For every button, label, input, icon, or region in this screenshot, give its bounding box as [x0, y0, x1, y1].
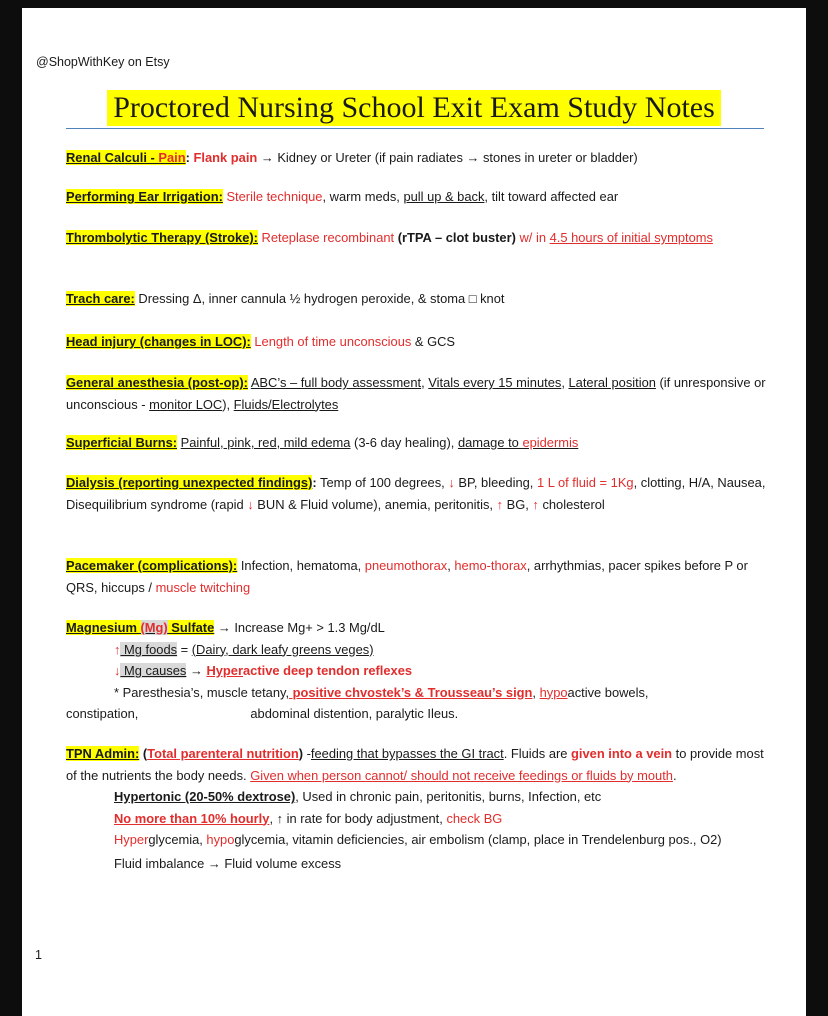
heading-anesthesia: General anesthesia (post-op):: [66, 375, 248, 390]
arrow-down-icon: ↓: [448, 475, 455, 490]
dialysis-text: Temp of 100 degrees,: [316, 475, 449, 490]
arrow-up-icon: ↑: [114, 641, 121, 657]
arrow-right-icon: →: [186, 663, 207, 678]
page-number: 1: [35, 948, 42, 962]
chvostek-sign: positive chvostek’s & Trousseau’s sign: [289, 684, 533, 700]
abdominal-distention: abdominal distention, paralytic Ileus.: [250, 706, 459, 721]
trach-text: Dressing Δ, inner cannula ½ hydrogen peroxide, & stoma □ knot: [138, 291, 505, 306]
sterile-technique: Sterile technique: [226, 189, 323, 204]
fluids-electrolytes: Fluids/Electrolytes: [233, 396, 339, 412]
tpn-imbalance: Fluid imbalance → Fluid volume excess: [114, 855, 342, 871]
heading-ear: Performing Ear Irrigation:: [66, 189, 223, 204]
comma: ,: [421, 375, 429, 390]
hypo-prefix: hypo: [206, 832, 235, 847]
section-burns: [66, 432, 766, 454]
no-more-than: No more than 10% hourly: [114, 810, 270, 826]
length-unconscious: Length of time unconscious: [254, 334, 412, 349]
section-pacemaker: [66, 555, 766, 598]
comma: ,: [532, 684, 540, 700]
section-renal: [66, 147, 766, 169]
comma: ,: [269, 810, 277, 826]
period: .: [672, 767, 677, 783]
tpn-hypertonic: [66, 786, 766, 808]
hemothorax: hemo-thorax: [454, 558, 527, 573]
muscle-twitching: muscle twitching: [155, 579, 251, 595]
heading-trach: Trach care:: [66, 291, 135, 306]
heading-renal: Renal Calculi - Pain: [66, 150, 186, 165]
hyperactive-reflexes: Hyperactive deep tendon reflexes: [206, 663, 413, 678]
page-title: Proctored Nursing School Exit Exam Study Notes: [107, 90, 721, 126]
tpn-complications: [66, 829, 766, 851]
paresthesia: * Paresthesia’s, muscle tetany,: [114, 684, 290, 700]
dialysis-text-4: BUN & Fluid volume), anemia, peritonitis,: [253, 496, 497, 512]
abc-assessment: ABC’s – full body assessment: [250, 375, 422, 390]
hypo-prefix: hypo: [539, 684, 568, 700]
magnesium-line-2: [66, 639, 766, 661]
hypoactive-bowels: active bowels,: [567, 684, 649, 700]
watermark: @ShopWithKey on Etsy: [36, 55, 170, 69]
arrow-up-icon: ↑: [496, 496, 504, 512]
tpn-paragraph: [66, 743, 766, 786]
section-thrombolytic: [66, 227, 766, 249]
section-trach: [66, 288, 766, 310]
check-bg: check BG: [446, 810, 503, 826]
magnesium-text: → Increase Mg+ > 1.3 Mg/dL: [214, 620, 385, 635]
dialysis-text-5: BG,: [503, 496, 533, 512]
heading-magnesium: Magnesium (Mg) Sulfate: [66, 620, 215, 635]
section-anesthesia: [66, 372, 766, 415]
colon: :: [185, 150, 190, 165]
reteplase: Reteplase recombinant: [261, 230, 395, 245]
section-head-injury: [66, 331, 766, 353]
section-dialysis: [66, 472, 766, 515]
arrow-up-icon: ↑: [532, 496, 539, 512]
equals: =: [177, 641, 192, 657]
tpn-rate-text: in rate for body adjustment,: [283, 810, 447, 826]
comma: ,: [561, 375, 569, 390]
dialysis-text-2: BP, bleeding,: [454, 475, 537, 490]
magnesium-line-4: [66, 682, 766, 704]
heading-pacemaker: Pacemaker (complications):: [66, 558, 238, 573]
anesthesia-text-2: ),: [222, 396, 234, 412]
total-parenteral-nutrition: Total parenteral nutrition: [147, 746, 299, 761]
damage-to: damage to epidermis: [457, 435, 579, 450]
into-vein: given into a vein: [571, 746, 673, 761]
colon: :: [312, 475, 317, 490]
paren: ): [298, 746, 304, 761]
ear-text: , warm meds,: [322, 189, 404, 204]
heading-renal-pain: Pain: [158, 150, 186, 165]
mg-foods-list: (Dairy, dark leafy greens veges): [191, 641, 374, 657]
arrow-up-icon: ↑: [276, 810, 284, 826]
fluid-liter: 1 L of fluid = 1Kg: [536, 475, 634, 490]
mg-causes: Mg causes: [120, 663, 187, 678]
section-ear: [66, 186, 766, 208]
dialysis-text-3: , clotting, H/A, Nausea, Disequilibrium syndrome (rapid: [66, 475, 766, 512]
anesthesia-text: (if unresponsive or unconscious -: [66, 375, 766, 412]
renal-text: → Kidney or Ureter (if pain radiates → stones in ureter or bladder): [257, 150, 638, 165]
pull-up-back: pull up & back: [403, 189, 485, 204]
bypasses-gi: feeding that bypasses the GI tract: [310, 746, 504, 761]
magnesium-line-5: [66, 703, 766, 725]
flank-pain: Flank pain: [193, 150, 258, 165]
heading-thrombolytic: Thrombolytic Therapy (Stroke):: [66, 230, 258, 245]
given-when: Given when person cannot/ should not receive feedings or fluids by mouth: [250, 767, 673, 783]
section-tpn: [66, 743, 766, 874]
document-page: [22, 8, 806, 1016]
heading-dialysis: Dialysis (reporting unexpected findings): [66, 475, 313, 490]
epidermis: epidermis: [522, 435, 579, 450]
vitals: Vitals every 15 minutes: [428, 375, 562, 390]
heading-burns: Superficial Burns:: [66, 435, 178, 450]
burns-signs: Painful, pink, red, mild edema: [180, 435, 351, 450]
magnesium-line-3: [66, 660, 766, 682]
pneumothorax: pneumothorax: [364, 558, 448, 573]
title-rule: [66, 128, 764, 129]
monitor-loc: monitor LOC: [149, 396, 223, 412]
lateral-position: Lateral position: [568, 375, 656, 390]
hypertonic: Hypertonic (20-50% dextrose): [114, 789, 296, 804]
glycemia: glycemia,: [148, 832, 207, 847]
mg-foods: Mg foods: [120, 641, 178, 657]
heading-tpn: TPN Admin:: [66, 746, 140, 761]
tpn-text: -: [303, 746, 311, 761]
mg-abbrev: (Mg): [140, 620, 168, 635]
section-magnesium: [66, 617, 766, 725]
pacemaker-text: Infection, hematoma,: [237, 558, 365, 573]
arrow-down-icon: ↓: [114, 663, 121, 678]
gcs: & GCS: [411, 334, 456, 349]
hyper-prefix: Hyper: [114, 832, 149, 847]
tpn-uses: , Used in chronic pain, peritonitis, burns, Infection, etc: [295, 789, 602, 804]
magnesium-line-1: [66, 617, 766, 639]
ear-text-2: , tilt toward affected ear: [484, 189, 619, 204]
title-wrap: [22, 90, 806, 126]
dialysis-text-6: cholesterol: [538, 496, 605, 512]
hours-window: 4.5 hours of initial symptoms: [549, 230, 713, 245]
comma: ,: [447, 558, 455, 573]
complications-text: glycemia, vitamin deficiencies, air embolism (clamp, place in Trendelenburg pos., O2): [234, 832, 722, 847]
burns-healing: (3-6 day healing),: [350, 435, 458, 450]
pacemaker-text-2: , arrhythmias, pacer spikes before P or QRS, hiccups /: [66, 558, 748, 595]
tpn-rate: [66, 808, 766, 830]
tpn-text-2: . Fluids are: [503, 746, 572, 761]
paren: (: [139, 746, 148, 761]
constipation: constipation,: [66, 706, 139, 721]
rtpa: (rTPA – clot buster): [397, 230, 516, 245]
heading-head-injury: Head injury (changes in LOC):: [66, 334, 251, 349]
within: w/ in: [515, 230, 550, 245]
tpn-text-3: to provide most of the nutrients the body needs.: [66, 746, 764, 783]
arrow-down-icon: ↓: [247, 496, 254, 512]
